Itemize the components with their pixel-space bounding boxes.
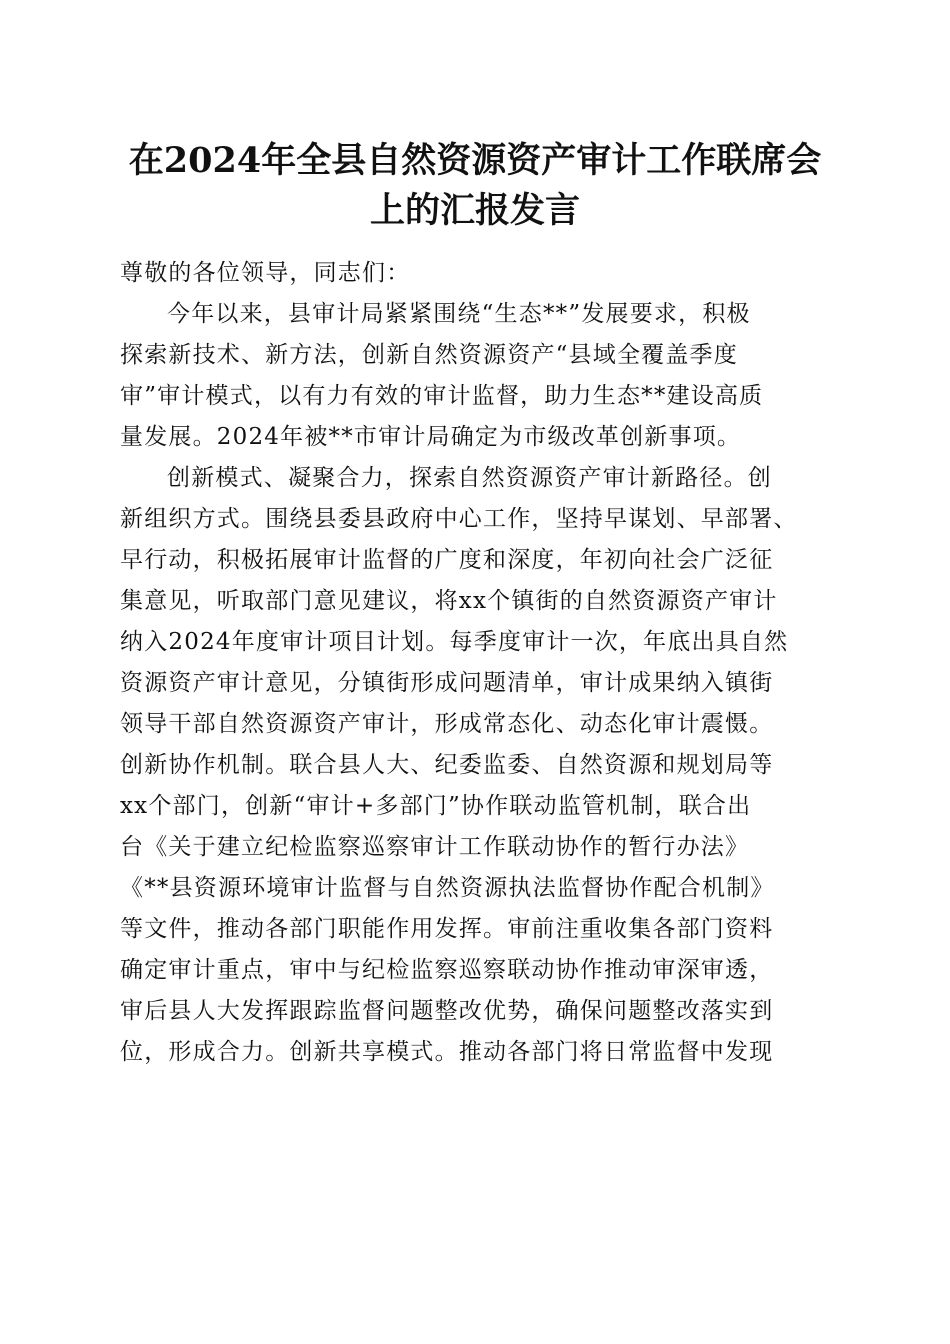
paragraph-line: 资源资产审计意见，分镇街形成问题清单，审计成果纳入镇街 <box>120 670 774 696</box>
paragraph-line: 位，形成合力。创新共享模式。推动各部门将日常监督中发现 <box>120 1039 774 1065</box>
paragraph-line: 台《关于建立纪检监察巡察审计工作联动协作的暂行办法》 <box>120 834 750 860</box>
paragraph-2 <box>120 458 835 1073</box>
paragraph-line: 早行动，积极拓展审计监督的广度和深度，年初向社会广泛征 <box>120 547 774 573</box>
paragraph-line: 等文件，推动各部门职能作用发挥。审前注重收集各部门资料 <box>120 916 774 942</box>
paragraph-line: xx个部门，创新“审计+多部门”协作联动监管机制，联合出 <box>120 793 752 819</box>
paragraph-line: 审”审计模式，以有力有效的审计监督，助力生态**建设高质 <box>120 383 764 409</box>
title-line-1: 在2024年全县自然资源资产审计工作联席会 <box>128 140 822 181</box>
paragraph-line: 审后县人大发挥跟踪监督问题整改优势，确保问题整改落实到 <box>120 998 774 1024</box>
paragraph-line: 创新模式、凝聚合力，探索自然资源资产审计新路径。创 <box>167 465 772 491</box>
title-line-2: 上的汇报发言 <box>369 190 580 231</box>
paragraph-1 <box>120 294 835 458</box>
paragraph-line: 创新协作机制。联合县人大、纪委监委、自然资源和规划局等 <box>120 752 774 778</box>
paragraph-line: 《**县资源环境审计监督与自然资源执法监督协作配合机制》 <box>120 875 775 901</box>
paragraph-line: 纳入2024年度审计项目计划。每季度审计一次，年底出具自然 <box>120 629 789 655</box>
paragraph-line: 今年以来，县审计局紧紧围绕“生态**”发展要求，积极 <box>167 301 751 327</box>
document-body <box>120 253 835 1073</box>
paragraph-line: 探索新技术、新方法，创新自然资源资产“县域全覆盖季度 <box>120 342 738 368</box>
document-title <box>110 136 840 236</box>
paragraph-line: 领导干部自然资源资产审计，形成常态化、动态化审计震慑。 <box>120 711 774 737</box>
paragraph-line: 集意见，听取部门意见建议，将xx个镇街的自然资源资产审计 <box>120 588 778 614</box>
salutation: 尊敬的各位领导，同志们： <box>120 260 411 286</box>
paragraph-line: 新组织方式。围绕县委县政府中心工作，坚持早谋划、早部署、 <box>120 506 798 532</box>
paragraph-line: 量发展。2024年被**市审计局确定为市级改革创新事项。 <box>120 424 742 450</box>
paragraph-line: 确定审计重点，审中与纪检监察巡察联动协作推动审深审透， <box>120 957 774 983</box>
